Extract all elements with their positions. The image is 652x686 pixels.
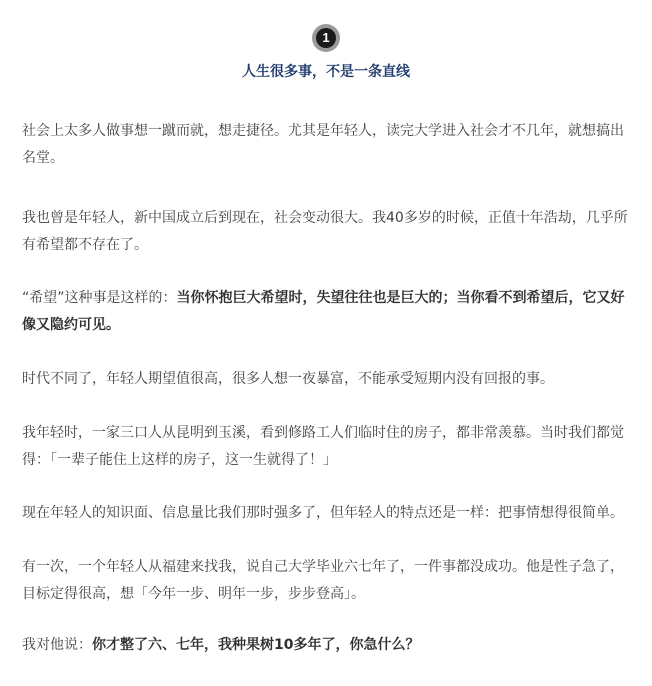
paragraph-2: 我也曾是年轻人，新中国成立后到现在，社会变动很大。我40多岁的时候，正值十年浩劫，几乎所有希望都不存在了。 bbox=[22, 210, 628, 253]
section-number-badge bbox=[312, 24, 340, 52]
paragraph-8 bbox=[22, 632, 632, 659]
paragraph-6: 现在年轻人的知识面、信息量比我们那时强多了，但年轻人的特点还是一样：把事情想得很简单。 bbox=[22, 505, 624, 521]
paragraph-1: 社会上太多人做事想一蹴而就，想走捷径。尤其是年轻人，读完大学进入社会才不几年，就想搞出名堂。 bbox=[22, 123, 624, 166]
paragraph-7: 有一次，一个年轻人从福建来找我，说自己大学毕业六七年了，一件事都没成功。他是性子急了，目标定得很高，想「今年一步、明年一步，步步登高」。 bbox=[22, 559, 624, 602]
paragraph-4: 时代不同了，年轻人期望值很高，很多人想一夜暴富，不能承受短期内没有回报的事。 bbox=[22, 371, 554, 387]
paragraph-3 bbox=[22, 285, 632, 339]
paragraph-8-prefix: 我对他说： bbox=[22, 637, 92, 653]
paragraph-3-bold: 当你怀抱巨大希望时，失望往往也是巨大的；当你看不到希望后，它又好像又隐约可见。 bbox=[22, 290, 625, 333]
section-heading: 人生很多事，不是一条直线 bbox=[242, 64, 410, 80]
section-number: 1 bbox=[316, 28, 336, 48]
paragraph-5: 我年轻时，一家三口人从昆明到玉溪，看到修路工人们临时住的房子，都非常羡慕。当时我们都觉得：「一辈子能住上这样的房子，这一生就得了！」 bbox=[22, 425, 624, 468]
paragraph-3-prefix: “希望”这种事是这样的： bbox=[22, 290, 177, 306]
paragraph-8-bold: 你才整了六、七年，我种果树10多年了，你急什么？ bbox=[92, 637, 420, 653]
